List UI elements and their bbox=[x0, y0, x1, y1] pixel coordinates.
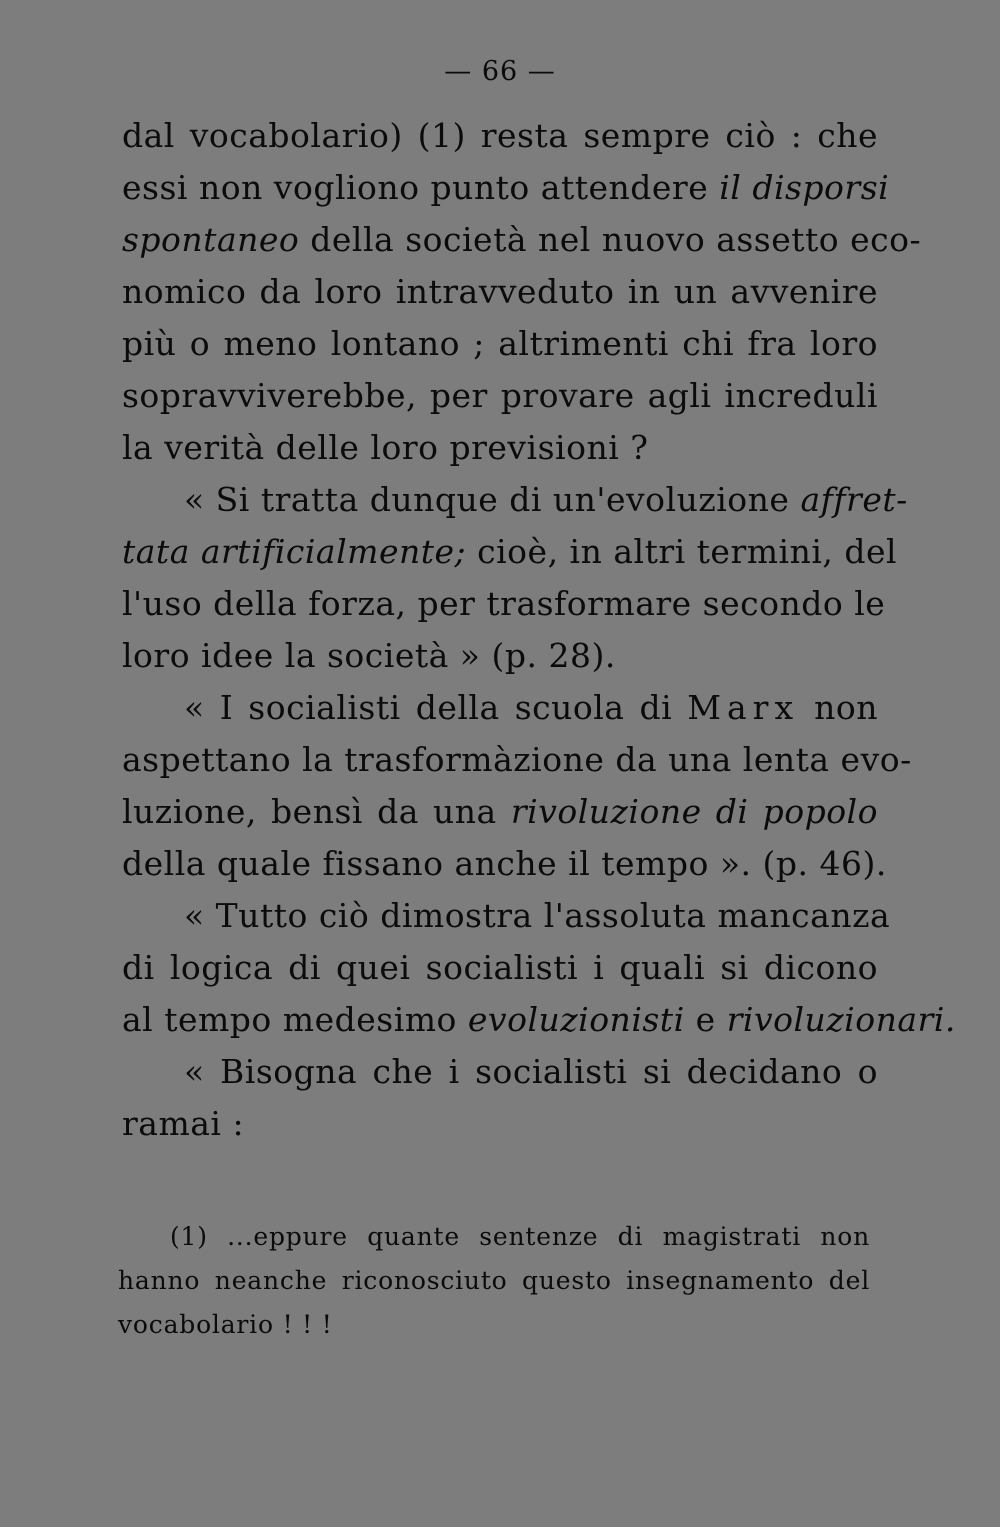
italic-phrase: rivoluzionari. bbox=[726, 1000, 956, 1039]
text-line: nomico da loro intravveduto in un avvenire bbox=[122, 272, 878, 311]
footnote-line: hanno neanche riconosciuto questo insegnamento del bbox=[118, 1266, 870, 1295]
text-line: ramai : bbox=[122, 1104, 245, 1143]
text-line: al tempo medesimo evoluzionisti e rivoluzionari. bbox=[122, 1000, 956, 1039]
text-line: aspettano la trasformàzione da una lenta evo- bbox=[122, 740, 912, 779]
text-line: dal vocabolario) (1) resta sempre ciò : che bbox=[122, 116, 878, 155]
text-line: « Tutto ciò dimostra l'assoluta mancanza bbox=[184, 896, 891, 935]
text-line: luzione, bensì da una rivoluzione di popolo bbox=[122, 792, 878, 831]
italic-phrase: rivoluzione di popolo bbox=[510, 792, 878, 831]
text-line: « Si tratta dunque di un'evoluzione affret- bbox=[184, 480, 908, 519]
text-line: loro idee la società » (p. 28). bbox=[122, 636, 616, 675]
text-line: « Bisogna che i socialisti si decidano o bbox=[184, 1052, 878, 1091]
footnote-line: vocabolario ! ! ! bbox=[118, 1310, 333, 1339]
footnote bbox=[118, 1215, 870, 1347]
italic-phrase: il disporsi bbox=[719, 168, 890, 207]
italic-phrase: evoluzionisti bbox=[467, 1000, 685, 1039]
text-line: della quale fissano anche il tempo ». (p. 46). bbox=[122, 844, 887, 883]
italic-phrase: tata artificialmente; bbox=[122, 532, 467, 571]
italic-phrase: affret- bbox=[800, 480, 908, 519]
text-line: sopravviverebbe, per provare agli increduli bbox=[122, 376, 878, 415]
text-line: di logica di quei socialisti i quali si dicono bbox=[122, 948, 878, 987]
text-line: spontaneo della società nel nuovo assetto eco- bbox=[122, 220, 922, 259]
text-line: più o meno lontano ; altrimenti chi fra loro bbox=[122, 324, 878, 363]
italic-phrase: spontaneo bbox=[122, 220, 300, 259]
text-line: l'uso della forza, per trasformare secondo le bbox=[122, 584, 886, 623]
main-text bbox=[122, 110, 956, 1150]
spaced-name: Marx bbox=[687, 688, 800, 727]
text-line: essi non vogliono punto attendere il disporsi bbox=[122, 168, 890, 207]
text-line: « I socialisti della scuola di Marx non bbox=[184, 688, 878, 727]
page-number: — 66 — bbox=[444, 56, 556, 87]
footnote-line: (1) ...eppure quante sentenze di magistrati non bbox=[170, 1222, 870, 1251]
text-line: la verità delle loro previsioni ? bbox=[122, 428, 649, 467]
text-line: tata artificialmente; cioè, in altri termini, del bbox=[122, 532, 898, 571]
